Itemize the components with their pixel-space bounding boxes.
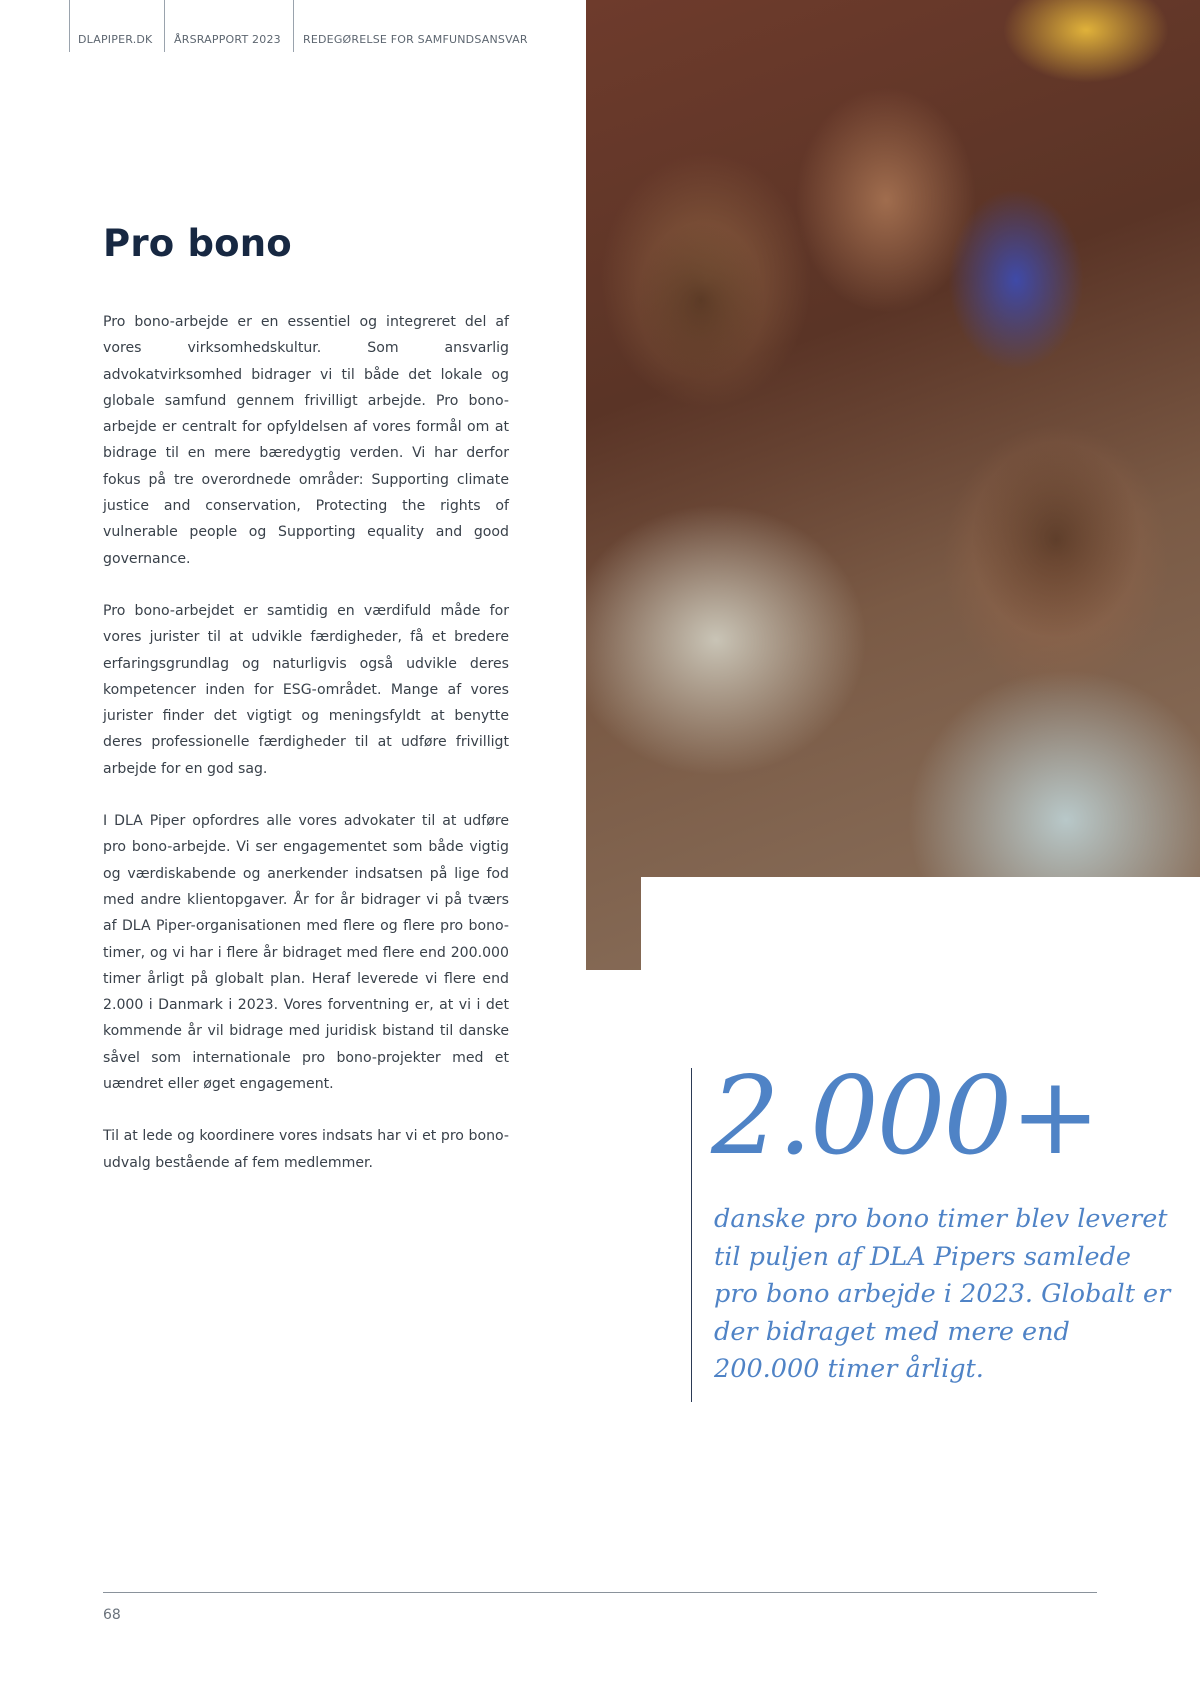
paragraph: Pro bono-arbejde er en essentiel og integreret del af vores virksomhedskultur. Som ansvarlig advokatvirksomhed bidrager vi til både det lokale og globale samfund gennem frivilligt arbejde. Pro bono-arbejde er centralt for opfyldelsen af vores formål om at bidrage til en mere bæredygtig verden. Vi har derfor fokus på tre overordnede områder: Supporting climate justice and conservation, Protecting the rights of vulnerable people og Supporting equality and good governance. [103, 314, 509, 567]
nav-divider [69, 0, 70, 52]
children-photo [586, 0, 1200, 970]
page-title: Pro bono [103, 222, 292, 265]
nav-link-annual-report[interactable]: ÅRSRAPPORT 2023 [174, 33, 281, 46]
paragraph: Pro bono-arbejdet er samtidig en værdifuld måde for vores jurister til at udvikle færdigheder, få et bredere erfaringsgrundlag og naturligvis også udvikle deres kompetencer inden for ESG-området. Mange af vores jurister finder det vigtigt og meningsfyldt at benytte deres professionelle færdigheder til at udføre frivilligt arbejde for en god sag. [103, 602, 509, 777]
nav-link-csr-report[interactable]: REDEGØRELSE FOR SAMFUNDSANSVAR [303, 33, 528, 46]
paragraph: Til at lede og koordinere vores indsats har vi et pro bono-udvalg bestående af fem medlemmer. [103, 1128, 509, 1171]
paragraph: I DLA Piper opfordres alle vores advokater til at udføre pro bono-arbejde. Vi ser engagementet som både vigtig og værdiskabende og anerkender indsatsen på lige fod med andre klientopgaver. År for år bidrager vi på tværs af DLA Piper-organisationen med flere og flere pro bono-timer, og vi har i flere år bidraget med flere end 200.000 timer årligt på globalt plan. Heraf leverede vi flere end 2.000 i Danmark i 2023. Vores forventning er, at vi i det kommende år vil bidrage med juridisk bistand til danske såvel som internationale pro bono-projekter med et uændret eller øget engagement. [103, 813, 509, 1093]
stat-divider [691, 1068, 692, 1402]
nav-link-dlapiper[interactable]: DLAPIPER.DK [78, 33, 153, 46]
stat-number: 2.000+ [711, 1054, 1099, 1179]
nav-divider [293, 0, 294, 52]
body-text [103, 309, 509, 1202]
footer-divider [103, 1592, 1097, 1593]
nav-divider [164, 0, 165, 52]
stat-caption: danske pro bono timer blev leveret til puljen af DLA Pipers samlede pro bono arbejde i 2023. Globalt er der bidraget med mere end 200.000 timer årligt. [714, 1204, 1171, 1384]
page-number: 68 [103, 1607, 121, 1623]
